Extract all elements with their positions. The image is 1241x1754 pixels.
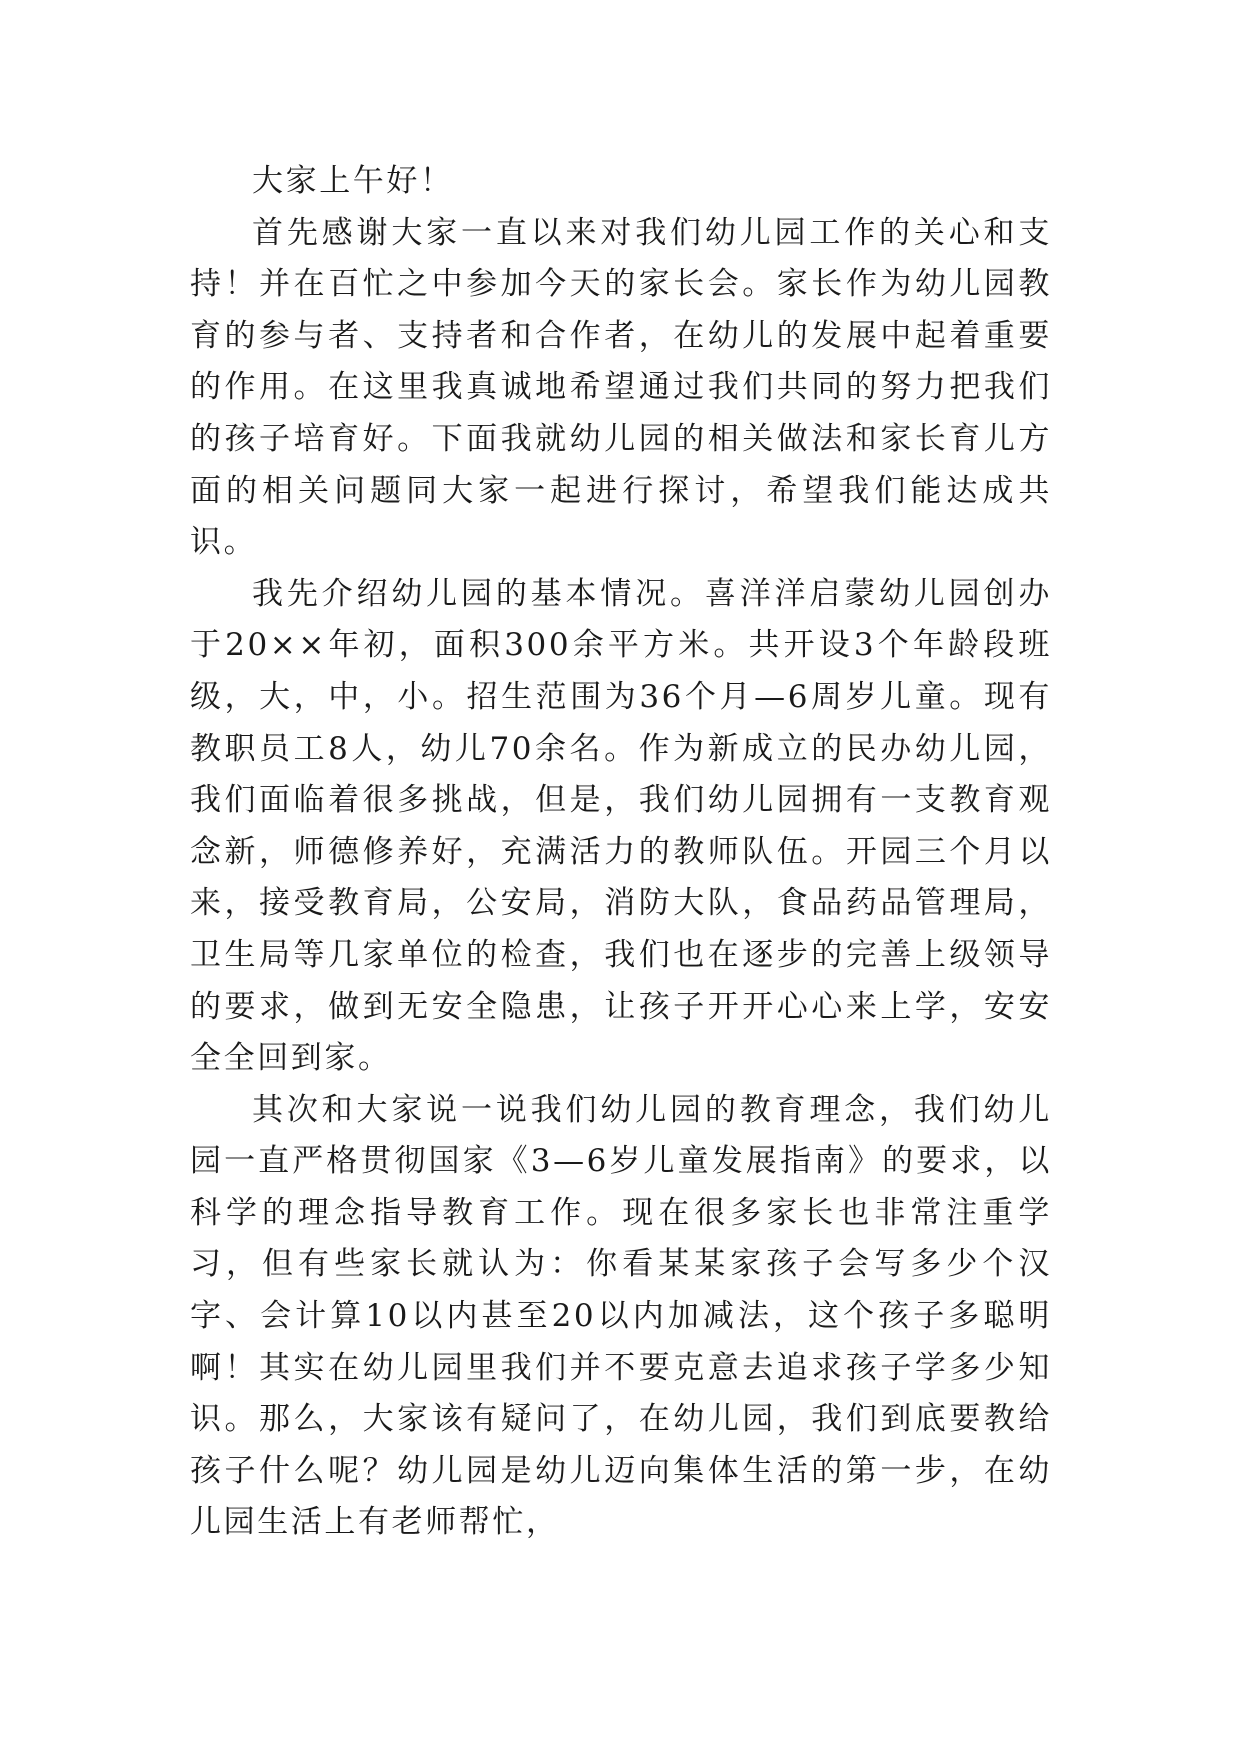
document-body [190, 156, 1052, 1549]
paragraph-education-philosophy: 其次和大家说一说我们幼儿园的教育理念，我们幼儿园一直严格贯彻国家《3—6岁儿童发展指南》的要求，以科学的理念指导教育工作。现在很多家长也非常注重学习，但有些家长就认为：你看某某家孩子会写多少个汉字、会计算10以内甚至20以内加减法，这个孩子多聪明啊！其实在幼儿园里我们并不要克意去追求孩子学多少知识。那么，大家该有疑问了，在幼儿园，我们到底要教给孩子什么呢？幼儿园是幼儿迈向集体生活的第一步，在幼儿园生活上有老师帮忙， [190, 1091, 1052, 1541]
paragraph-greeting: 大家上午好！ [252, 163, 454, 199]
paragraph-kindergarten-intro: 我先介绍幼儿园的基本情况。喜洋洋启蒙幼儿园创办于20××年初，面积300余平方米。共开设3个年龄段班级，大，中，小。招生范围为36个月—6周岁儿童。现有教职员工8人，幼儿70余名。作为新成立的民办幼儿园，我们面临着很多挑战，但是，我们幼儿园拥有一支教育观念新，师德修养好，充满活力的教师队伍。开园三个月以来，接受教育局，公安局，消防大队，食品药品管理局，卫生局等几家单位的检查，我们也在逐步的完善上级领导的要求，做到无安全隐患，让孩子开开心心来上学，安安全全回到家。 [190, 575, 1052, 1077]
paragraph-thanks: 首先感谢大家一直以来对我们幼儿园工作的关心和支持！并在百忙之中参加今天的家长会。家长作为幼儿园教育的参与者、支持者和合作者，在幼儿的发展中起着重要的作用。在这里我真诚地希望通过我们共同的努力把我们的孩子培育好。下面我就幼儿园的相关做法和家长育儿方面的相关问题同大家一起进行探讨，希望我们能达成共识。 [190, 214, 1052, 561]
